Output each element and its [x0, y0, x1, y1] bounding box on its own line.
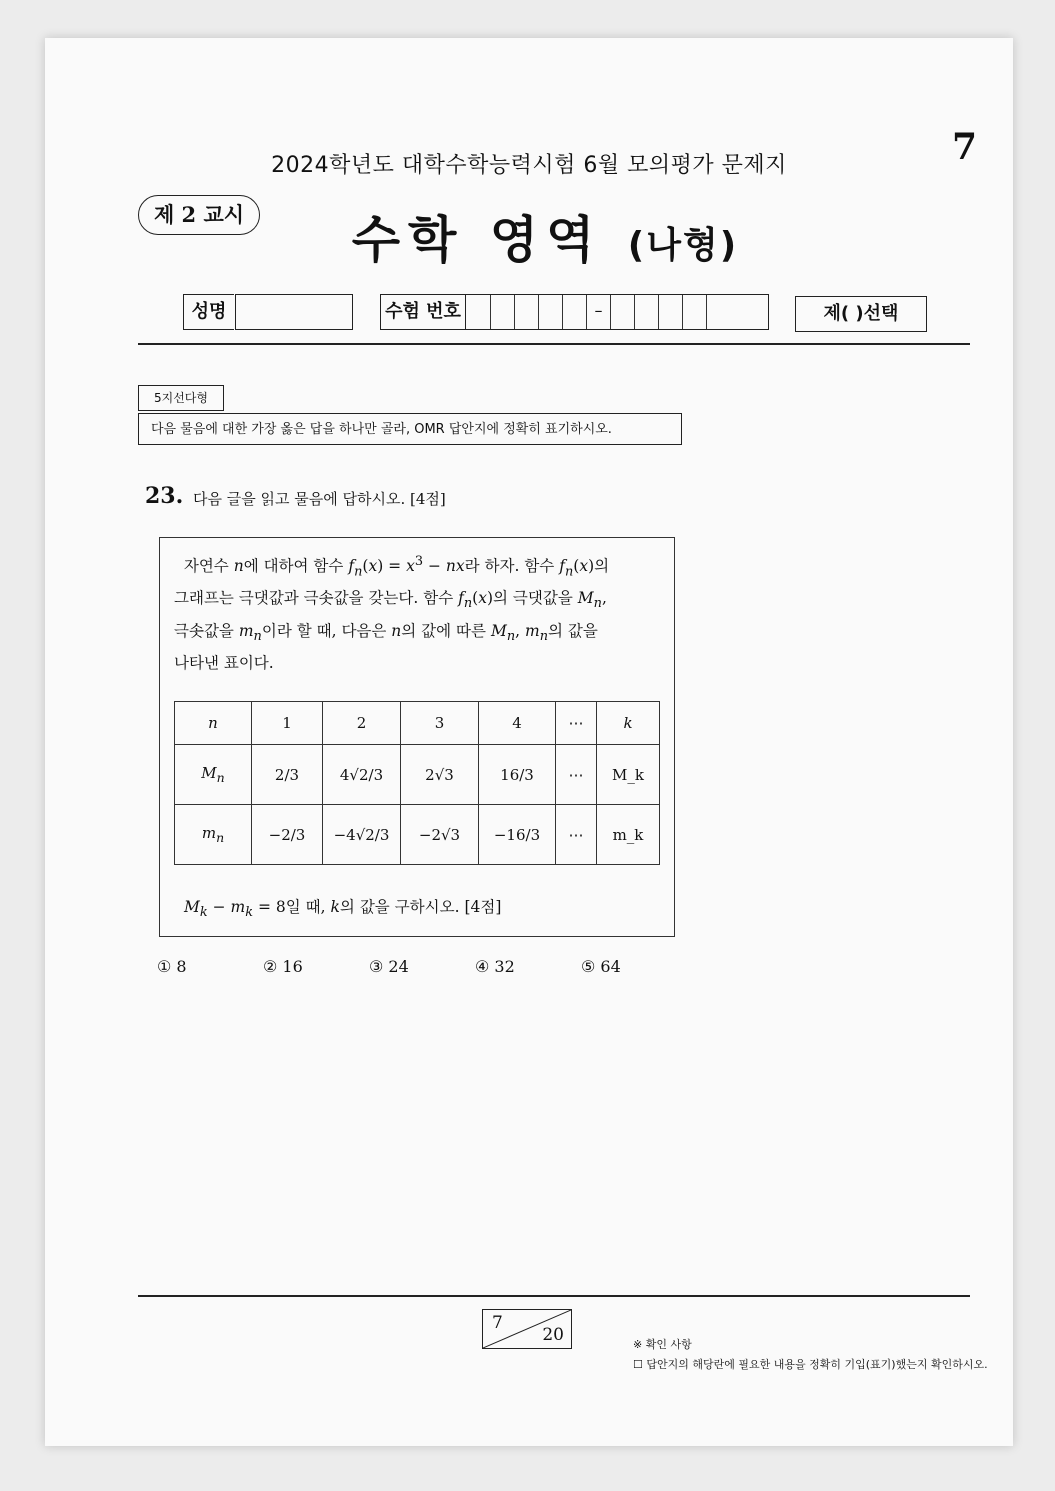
- page-indicator: [482, 1309, 572, 1349]
- exam-number-cells[interactable]: [467, 295, 731, 329]
- max-value-cell: M_k: [597, 745, 660, 805]
- extrema-table: [174, 701, 660, 865]
- page-number: 7: [952, 126, 978, 168]
- max-value-cell: 4√2/3: [323, 745, 401, 805]
- table-header-row: [175, 702, 660, 745]
- min-value-cell: −2√3: [401, 805, 479, 865]
- table-header-cell: 1: [252, 702, 323, 745]
- question-type-tag: 5지선다형: [138, 385, 224, 411]
- table-row-min: [175, 805, 660, 865]
- exam-number-cell[interactable]: [515, 295, 539, 329]
- footer-divider: [138, 1295, 970, 1297]
- table-header-cell: ⋯: [556, 702, 597, 745]
- exam-title: 2024학년도 대학수학능력시험 6월 모의평가 문제지: [271, 153, 787, 178]
- period-badge: 제 2 교시: [138, 195, 260, 235]
- option-1[interactable]: ① 8: [157, 957, 187, 976]
- condition-points: [4점]: [464, 898, 502, 916]
- max-value-cell: 2/3: [252, 745, 323, 805]
- subject-title: [45, 200, 1045, 272]
- name-field[interactable]: [235, 294, 353, 330]
- passage-box: [159, 537, 675, 937]
- exam-number-field[interactable]: [380, 294, 769, 330]
- passage-line: 자연수 n에 대하여 함수 $f_n(x) = x^3$ − nx라 하자. 함수 $f_n(x)$의: [174, 554, 610, 580]
- answer-options: [157, 957, 687, 976]
- row-label-min: $m_n$: [175, 805, 252, 865]
- question-condition: $M_k - m_k = 8$일 때, k의 값을 구하시오. [4점]: [184, 898, 502, 921]
- table-header-cell: 2: [323, 702, 401, 745]
- subject-name: 수학 영역: [351, 211, 603, 269]
- passage-line: 극솟값을 $m_n$이라 할 때, 다음은 n의 값에 따른 $M_n$, $m_n$의 값을: [174, 622, 598, 645]
- option-2[interactable]: ② 16: [263, 957, 303, 976]
- max-value-cell: 16/3: [479, 745, 556, 805]
- table-header-cell: n: [175, 702, 252, 745]
- min-value-cell: m_k: [597, 805, 660, 865]
- table-header-cell: k: [597, 702, 660, 745]
- instruction-box: 다음 물음에 대한 가장 옳은 답을 하나만 골라, OMR 답안지에 정확히 표기하시오.: [138, 413, 682, 445]
- exam-number-separator: –: [587, 295, 611, 329]
- exam-number-cell[interactable]: [491, 295, 515, 329]
- current-page: 7: [492, 1313, 503, 1333]
- subject-type: (나형): [627, 225, 739, 266]
- exam-number-cell[interactable]: [611, 295, 635, 329]
- min-value-cell: ⋯: [556, 805, 597, 865]
- min-value-cell: −4√2/3: [323, 805, 401, 865]
- exam-number-label: 수험 번호: [381, 295, 466, 329]
- exam-number-cell[interactable]: [635, 295, 659, 329]
- check-note-title: ※ 확인 사항: [633, 1338, 692, 1351]
- total-pages: 20: [542, 1325, 564, 1345]
- max-value-cell: 2√3: [401, 745, 479, 805]
- option-4[interactable]: ④ 32: [475, 957, 515, 976]
- exam-number-cell[interactable]: [659, 295, 683, 329]
- subject-choice-box: 제( )선택: [795, 296, 927, 332]
- question-number: 23.: [145, 483, 184, 509]
- exam-page: [45, 38, 1013, 1446]
- passage-line: 그래프는 극댓값과 극솟값을 갖는다. 함수 $f_n(x)$의 극댓값을 $M_n$,: [174, 589, 607, 612]
- question-prompt: 다음 글을 읽고 물음에 답하시오. [4점]: [193, 490, 446, 508]
- header-divider: [138, 343, 970, 345]
- table-header-cell: 4: [479, 702, 556, 745]
- exam-number-cell[interactable]: [563, 295, 587, 329]
- option-3[interactable]: ③ 24: [369, 957, 409, 976]
- table-row-max: [175, 745, 660, 805]
- check-note-item: ☐ 답안지의 해당란에 필요한 내용을 정확히 기입(표기)했는지 확인하시오.: [633, 1358, 988, 1371]
- row-label-max: $M_n$: [175, 745, 252, 805]
- min-value-cell: −2/3: [252, 805, 323, 865]
- exam-number-cell[interactable]: [467, 295, 491, 329]
- passage-line: 나타낸 표이다.: [174, 654, 274, 672]
- exam-number-cell[interactable]: [707, 295, 731, 329]
- exam-number-cell[interactable]: [539, 295, 563, 329]
- min-value-cell: −16/3: [479, 805, 556, 865]
- name-label: 성명: [183, 294, 234, 330]
- exam-number-cell[interactable]: [683, 295, 707, 329]
- table-header-cell: 3: [401, 702, 479, 745]
- max-value-cell: ⋯: [556, 745, 597, 805]
- option-5[interactable]: ⑤ 64: [581, 957, 621, 976]
